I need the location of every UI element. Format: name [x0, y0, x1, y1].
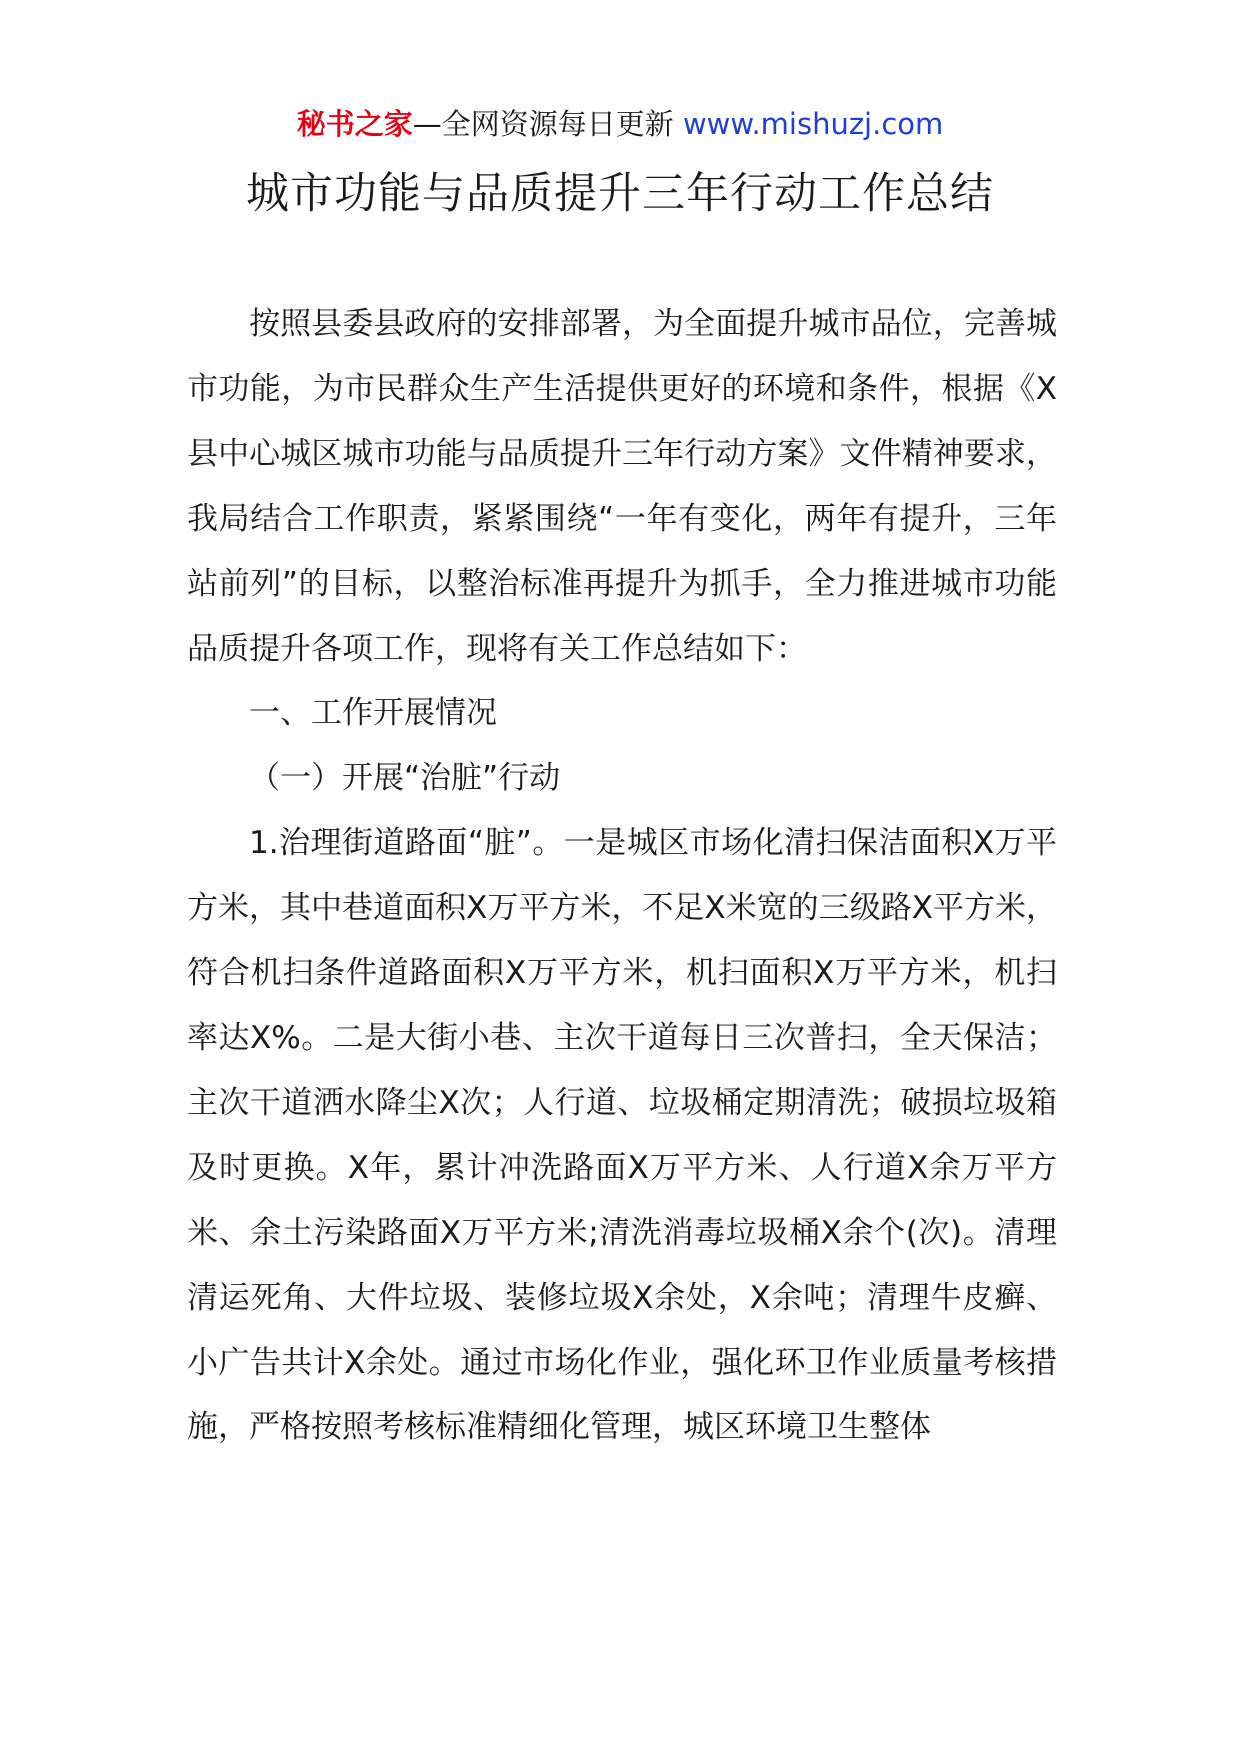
subsection-heading: （一）开展“治脏”行动: [249, 760, 561, 797]
document-body: [187, 292, 1057, 1460]
header-slogan: —全网资源每日更新: [412, 107, 683, 141]
document-title: 城市功能与品质提升三年行动工作总结: [246, 169, 994, 219]
site-header: [0, 104, 1240, 144]
intro-paragraph: 按照县委县政府的安排部署，为全面提升城市品位，完善城市功能，为市民群众生产生活提供更好的环境和条件，根据《X县中心城区城市功能与品质提升三年行动方案》文件精神要求，我局结合工作职责，紧紧围绕“一年有变化，两年有提升，三年站前列”的目标，以整治标准再提升为抓手，全力推进城市功能品质提升各项工作，现将有关工作总结如下：: [187, 306, 1057, 667]
body-paragraph: 1.治理街道路面“脏”。一是城区市场化清扫保洁面积X万平方米，其中巷道面积X万平方米，不足X米宽的三级路X平方米，符合机扫条件道路面积X万平方米，机扫面积X万平方米，机扫率达X%。二是大街小巷、主次干道每日三次普扫，全天保洁；主次干道洒水降尘X次；人行道、垃圾桶定期清洗；破损垃圾箱及时更换。X年，累计冲洗路面X万平方米、人行道X余万平方米、余土污染路面X万平方米;清洗消毒垃圾桶X余个(次)。清理清运死角、大件垃圾、装修垃圾X余处，X余吨；清理牛皮癣、小广告共计X余处。通过市场化作业，强化环卫作业质量考核措施，严格按照考核标准精细化管理，城区环境卫生整体: [187, 825, 1057, 1446]
site-url: www.mishuzj.com: [682, 107, 944, 141]
section-heading: 一、工作开展情况: [249, 695, 497, 732]
brand-name: 秘书之家: [296, 107, 413, 141]
